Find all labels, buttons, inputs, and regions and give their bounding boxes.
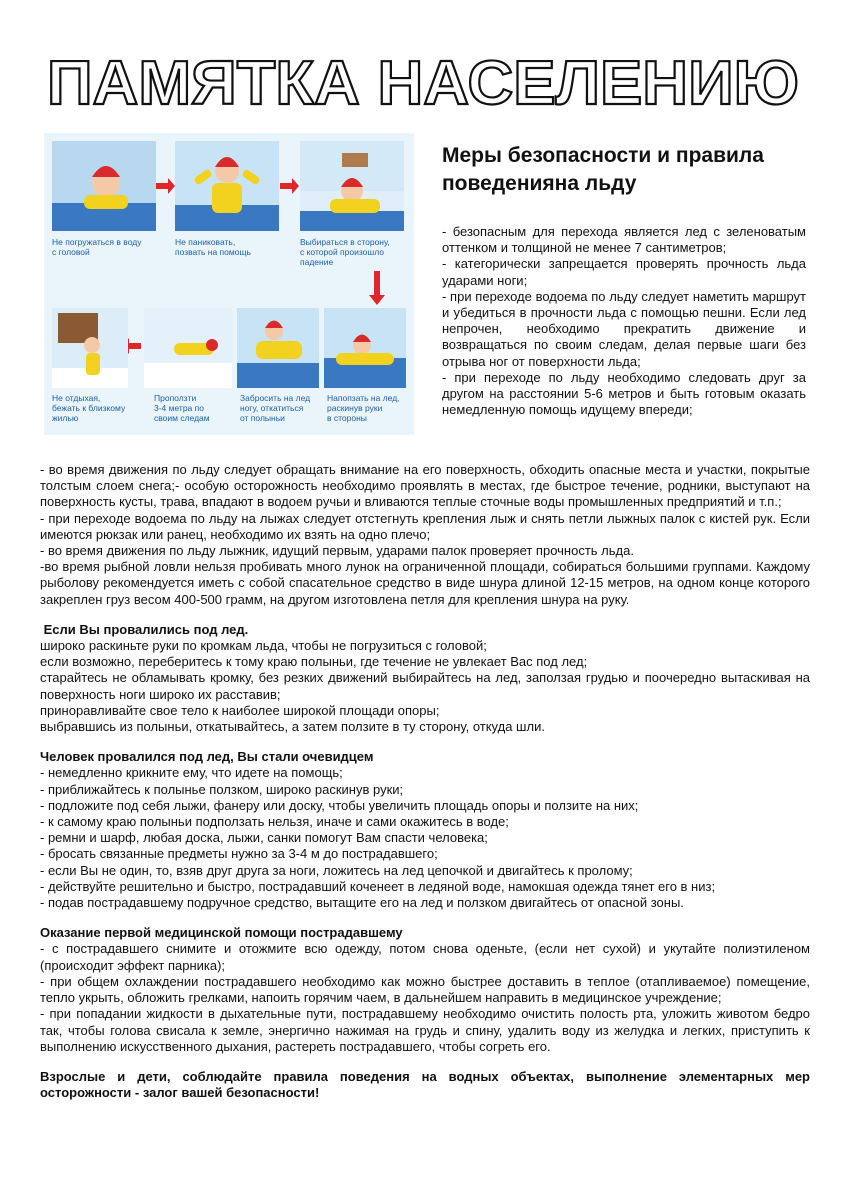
list-item: старайтесь не обламывать кромку, без резких движений выбирайтесь на лед, заползая грудью и поочередно вытаскивая на поверхность ноги широко их расставив; <box>40 670 810 702</box>
page-title-text: ПАМЯТКА НАСЕЛЕНИЮ <box>47 50 799 118</box>
list-item: - действуйте решительно и быстро, пострадавший коченеет в ледяной воде, намокшая одежда тянет его в низ; <box>40 878 716 894</box>
list-item: - при попадании жидкости в дыхательные пути, пострадавшему необходимо очистить полость рта, уложить животом бедро так, чтобы голова свисала к земле, энергично нажимая на грудь и спину, удалить воду из желудка и легких, приступить к выполнению искусственного дыхания, растереть пострадавшего, чтобы согреть его. <box>40 1006 810 1054</box>
page-title <box>0 50 846 120</box>
section-title-first-aid: Оказание первой медицинской помощи пострадавшему <box>40 925 403 941</box>
list-item: широко раскиньте руки по кромкам льда, чтобы не погрузиться с головой; <box>40 638 487 654</box>
caption-2: Не паниковать, позвать на помощь <box>175 237 251 257</box>
panel-7 <box>324 308 406 388</box>
rule-paragraph: - во время движения по льду следует обращать внимание на его поверхность, обходить опасные места и участки, покрытые толстым слоем снега;- особую осторожность необходимо проявлять в местах, где быстрое течение, родники, выступают на поверхность кусты, трава, впадают в водоем ручьи и вливаются теплые сточные воды промышленных предприятий и т.п.; <box>40 462 810 510</box>
caption-4: Не отдыхая, бежать к близкому жилью <box>52 393 126 423</box>
list-item: - если Вы не один, то, взяв друг друга за ноги, ложитесь на лед цепочкой и двигайтесь к пролому; <box>40 862 633 878</box>
intro-rule: - безопасным для перехода является лед с зеленоватым оттенком и толщиной не менее 7 сантиметров; <box>442 224 806 256</box>
panel-4 <box>52 308 128 388</box>
safety-illustration <box>44 133 414 435</box>
list-item: - подложите под себя лыжи, фанеру или доску, чтобы увеличить площадь опоры и ползите на них; <box>40 797 639 813</box>
caption-1: Не погружаться в воду с головой <box>52 237 142 257</box>
rule-paragraph: -во время рыбной ловли нельзя пробивать много лунок на ограниченной площади, собираться большими группами. Каждому рыболову рекомендуется иметь с собой спасательное средство в виде шнура длиной 12-15 метров, на одном конце которого закреплен груз весом 400-500 грамм, на другом изготовлена петля для крепления шнура на руку. <box>40 559 810 607</box>
list-item: - с пострадавшего снимите и отожмите всю одежду, потом снова оденьте, (если нет сухой) и укутайте полиэтиленом (происходит эффект парника); <box>40 941 810 973</box>
list-item: если возможно, переберитесь к тому краю полыньи, где течение не увлекает Вас под лед; <box>40 654 588 670</box>
list-item: приноравливайте свое тело к наиболее широкой площади опоры; <box>40 702 440 718</box>
section-heading: Меры безопасности и правила поведенияна льду <box>442 144 764 195</box>
intro-rule: - при переходе водоема по льду следует наметить маршрут и убедиться в прочности льда с помощью пешни. Если лед непрочен, необходимо прекратить движение и возвращаться по своим следам, делая первые шаги без отрыва ног от поверхности льда; <box>442 288 806 369</box>
intro-rules <box>442 224 806 418</box>
panel-3 <box>300 141 404 231</box>
caption-6: Забросить на лед ногу, откатиться от полыньи <box>240 393 311 423</box>
list-item: - приближайтесь к полынье ползком, широко раскинув руки; <box>40 781 404 797</box>
rule-paragraph: - при переходе водоема по льду на лыжах следует отстегнуть крепления лыж и снять петли лыжных палок с кистей рук. Если имеются рюкзак или ранец, необходимо их взять на одно плечо; <box>40 510 810 542</box>
list-item: - бросать связанные предметы нужно за 3-4 м до пострадавшего; <box>40 846 438 862</box>
list-item: - к самому краю полыньи подползать нельзя, иначе и сами окажитесь в воде; <box>40 814 509 830</box>
closing-statement: Взрослые и дети, соблюдайте правила поведения на водных объектах, выполнение элементарных мер осторожности - залог вашей безопасности! <box>40 1068 810 1101</box>
section-title-fell-through: Если Вы провалились под лед. <box>40 621 249 637</box>
main-text <box>40 462 810 1101</box>
intro-rule: - при переходе по льду необходимо следовать друг за другом на расстоянии 5-6 метров и быть готовым оказать немедленную помощь идущему впереди; <box>442 369 806 418</box>
panel-1 <box>52 141 156 231</box>
panel-5 <box>144 308 232 388</box>
caption-7: Напопзать на лед, раскинув руки в стороны <box>327 393 400 423</box>
list-item: - немедленно крикните ему, что идете на помощь; <box>40 765 343 781</box>
section-title-witness: Человек провалился под лед, Вы стали очевидцем <box>40 749 374 765</box>
panel-6 <box>237 308 319 388</box>
list-item: выбравшись из полыньи, откатывайтесь, а затем ползите в ту сторону, откуда шли. <box>40 719 545 735</box>
rule-paragraph: - во время движения по льду лыжник, идущий первым, ударами палок проверяет прочность льда. <box>40 543 634 559</box>
caption-3: Выбираться в сторону, с которой произошло падение <box>300 237 390 267</box>
intro-rule: - категорически запрещается проверять прочность льда ударами ноги; <box>442 256 806 288</box>
arrow-down-icon <box>369 271 385 305</box>
list-item: - при общем охлаждении пострадавшего необходимо как можно быстрее доставить в теплое (отапливаемое) помещение, тепло укрыть, обложить грелками, напоить горячим чаем, в дальнейшем направить в медицинское учреждение; <box>40 973 810 1006</box>
caption-5: Проползти 3-4 метра по своим следам <box>154 393 210 423</box>
list-item: - подав пострадавшему подручное средство, вытащите его на лед и ползком двигайтесь от опасной зоны. <box>40 895 684 911</box>
panel-2 <box>175 141 279 231</box>
list-item: - ремни и шарф, любая доска, лыжи, санки помогут Вам спасти человека; <box>40 830 488 846</box>
